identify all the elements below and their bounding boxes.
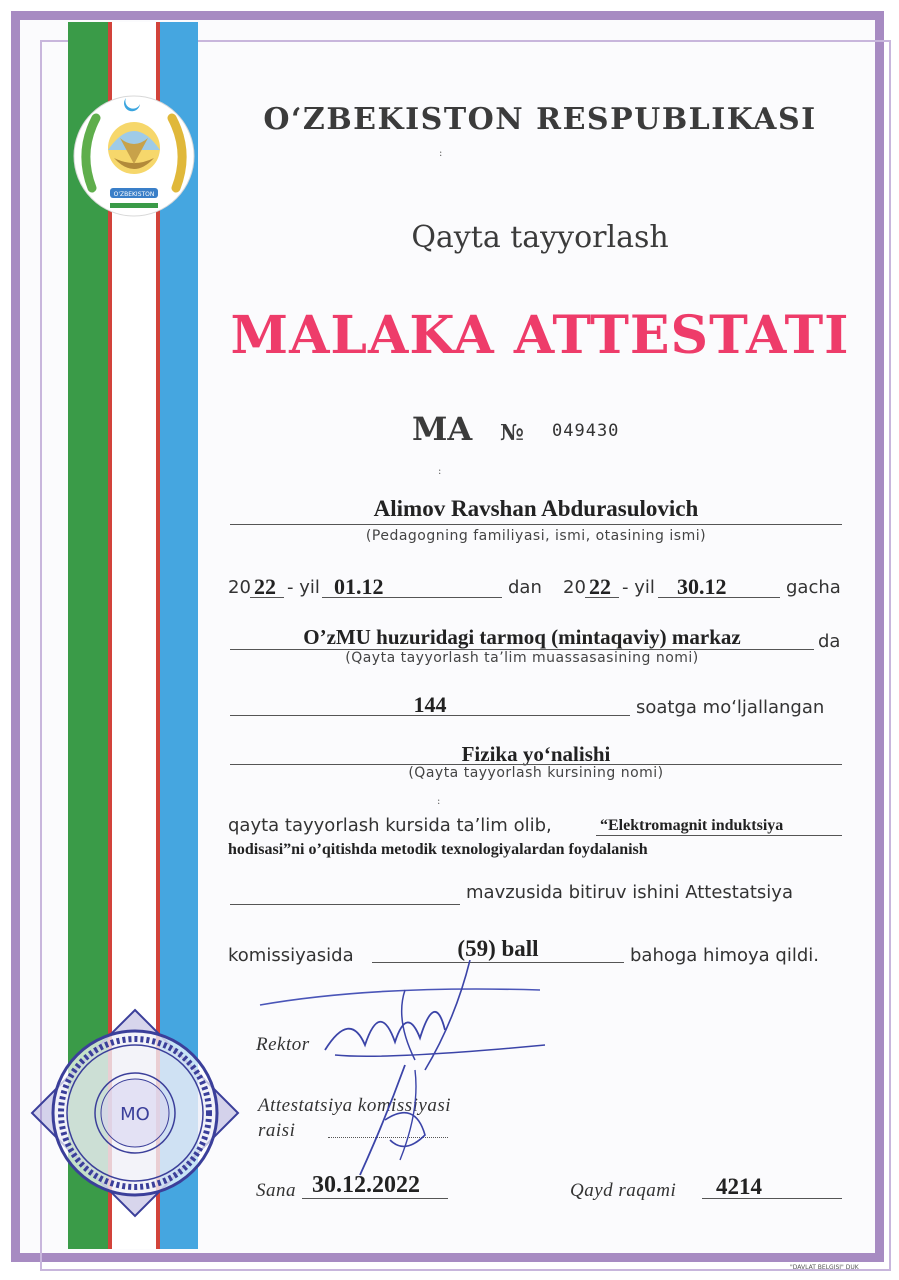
dan-label: dan <box>508 577 542 598</box>
from-year-prefix: 20 <box>228 577 251 598</box>
hours-suffix: soatga mo‘ljallangan <box>636 697 825 718</box>
holder-name-line <box>230 524 842 525</box>
rector-label: Rektor <box>256 1034 310 1055</box>
seal-center-text: MO <box>120 1104 150 1125</box>
registration-number: 4214 <box>716 1174 762 1199</box>
from-year: 22 <box>254 574 276 599</box>
yil-label-2: - yil <box>622 577 655 598</box>
country-title: O‘ZBEKISTON RESPUBLIKASI <box>263 102 817 137</box>
registration-line <box>702 1198 842 1199</box>
registration-label: Qayd raqami <box>570 1180 677 1201</box>
to-year: 22 <box>589 574 611 599</box>
yil-label-1: - yil <box>287 577 320 598</box>
institution-name: O’zMU huzuridagi tarmoq (mintaqaviy) markaz <box>303 625 741 649</box>
course-name: Fizika yo‘nalishi <box>461 742 611 766</box>
emblem-ribbon-text: O'ZBEKISTON <box>113 191 155 198</box>
grade-prefix: komissiyasida <box>228 945 354 966</box>
from-date: 01.12 <box>334 574 384 599</box>
to-date: 30.12 <box>677 574 727 599</box>
commission-label-line2: raisi <box>258 1120 296 1141</box>
thesis-line-1 <box>596 835 842 836</box>
commission-signature <box>345 1060 455 1180</box>
to-date-line <box>658 597 780 598</box>
from-year-line <box>250 597 284 598</box>
hours-value: 144 <box>413 692 447 717</box>
certificate-subtitle: Qayta tayyorlash <box>411 220 669 255</box>
colon-mark: : <box>439 148 443 159</box>
colon-mark: : <box>438 466 442 477</box>
certificate-number: 049430 <box>552 421 620 441</box>
date-value: 30.12.2022 <box>312 1172 420 1198</box>
number-sign: № <box>500 420 524 446</box>
hours-line <box>230 715 630 716</box>
thesis-title-line1: “Elektromagnit induktsiya <box>600 817 784 834</box>
thesis-suffix: mavzusida bitiruv ishini Attestatsiya <box>466 882 793 903</box>
series-code: MA <box>412 410 473 448</box>
thesis-line-3 <box>230 904 460 905</box>
state-emblem-icon <box>70 92 198 220</box>
commission-label-line1: Attestatsiya komissiyasi <box>258 1095 452 1116</box>
holder-name: Alimov Ravshan Abdurasulovich <box>373 496 699 521</box>
gacha-label: gacha <box>786 577 841 598</box>
to-year-line <box>585 597 619 598</box>
date-line <box>302 1198 448 1199</box>
date-label: Sana <box>256 1180 296 1201</box>
certificate-title: MALAKA ATTESTATI <box>230 305 850 366</box>
grade-suffix: bahoga himoya qildi. <box>630 945 819 966</box>
institution-hint: (Qayta tayyorlash ta’lim muassasasining nomi) <box>345 650 699 666</box>
printer-mark: "DAVLAT BELGISI" DUK <box>790 1264 859 1271</box>
to-year-prefix: 20 <box>563 577 586 598</box>
holder-name-hint: (Pedagogning familiyasi, ismi, otasining ismi) <box>365 528 707 544</box>
thesis-title-line2: hodisasi”ni o’qitishda metodik texnologiyalardan foydalanish <box>228 841 648 858</box>
course-hint: (Qayta tayyorlash kursining nomi) <box>408 765 664 781</box>
institution-suffix: da <box>818 631 841 652</box>
official-seal-stamp <box>30 1008 240 1218</box>
thesis-lead: qayta tayyorlash kursida ta’lim olib, <box>228 815 552 836</box>
colon-mark: : <box>437 796 441 807</box>
from-date-line <box>322 597 502 598</box>
grade-value: (59) ball <box>457 936 539 961</box>
